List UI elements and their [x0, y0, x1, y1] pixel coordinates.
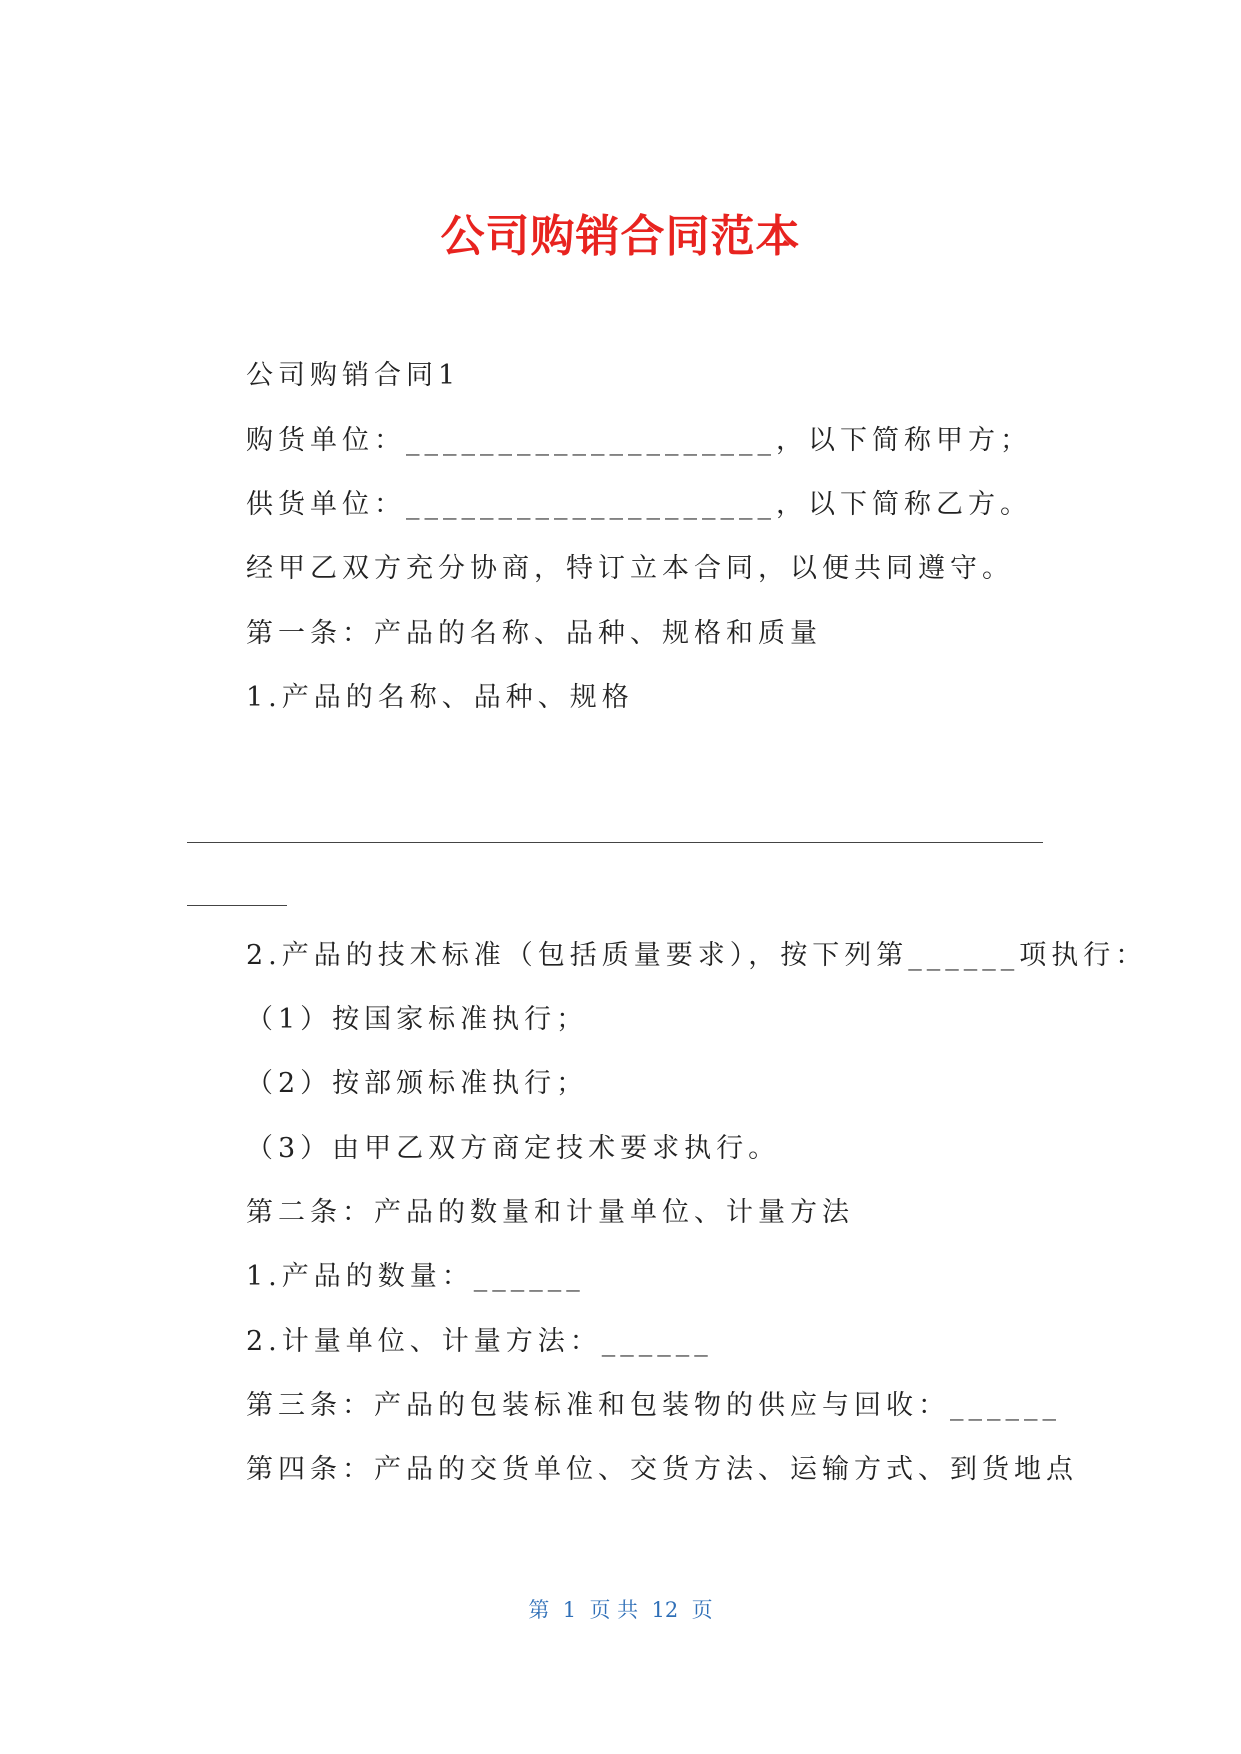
- document-title: 公司购销合同范本: [440, 211, 801, 262]
- option-2: （2）按部颁标准执行；: [246, 1068, 589, 1099]
- fill-in-blank-line: [187, 842, 1043, 843]
- article-1-heading: 第一条：产品的名称、品种、规格和质量: [246, 618, 822, 649]
- supplier-line: 供货单位：____________________，以下简称乙方。: [246, 489, 1032, 520]
- option-3: （3）由甲乙双方商定技术要求执行。: [246, 1133, 781, 1164]
- article-4-heading: 第四条：产品的交货单位、交货方法、运输方式、到货地点: [246, 1454, 1078, 1485]
- page-number-footer: 第 1 页 共 12 页: [528, 1598, 713, 1622]
- agreement-line: 经甲乙双方充分协商，特订立本合同，以便共同遵守。: [246, 553, 1014, 584]
- article-2-item-1: 1.产品的数量：______: [246, 1261, 585, 1292]
- option-1: （1）按国家标准执行；: [246, 1004, 589, 1035]
- buyer-line: 购货单位：____________________，以下简称甲方；: [246, 425, 1032, 456]
- article-1-item-2: 2.产品的技术标准（包括质量要求），按下列第______项执行：: [246, 940, 1148, 971]
- fill-in-blank-line-continued: [187, 905, 287, 906]
- article-1-item-1: 1.产品的名称、品种、规格: [246, 682, 634, 713]
- article-2-item-2: 2.计量单位、计量方法：______: [246, 1326, 713, 1357]
- contract-heading: 公司购销合同1: [246, 360, 461, 391]
- article-3-heading: 第三条：产品的包装标准和包装物的供应与回收：______: [246, 1390, 1061, 1421]
- article-2-heading: 第二条：产品的数量和计量单位、计量方法: [246, 1197, 854, 1228]
